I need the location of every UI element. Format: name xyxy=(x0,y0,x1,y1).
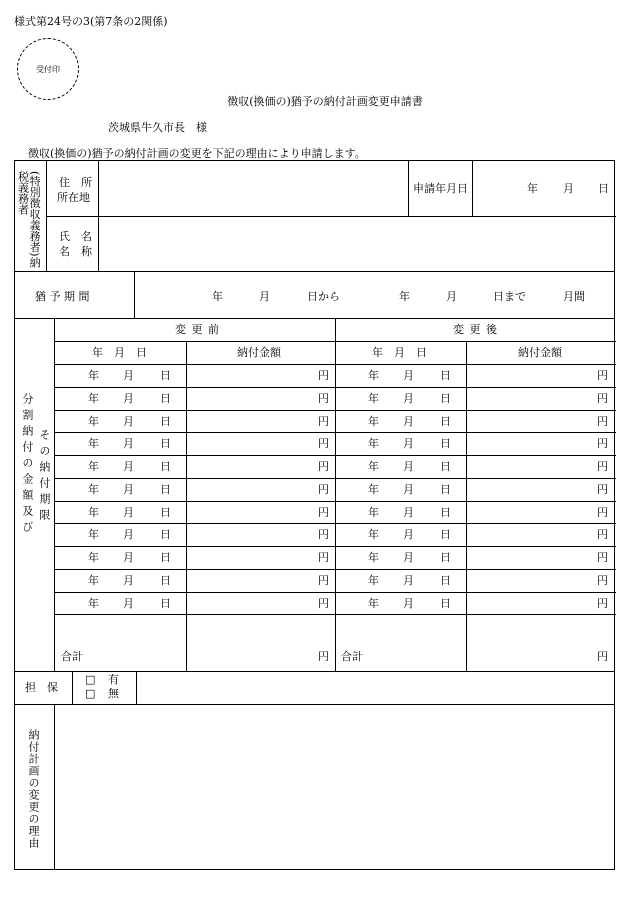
collateral-no-label: 無 xyxy=(108,687,119,700)
after-date-month[interactable]: 月 xyxy=(403,391,414,405)
before-date-year[interactable]: 年 xyxy=(88,573,99,587)
after-label: 変 更 後 xyxy=(453,323,498,336)
before-date-year[interactable]: 年 xyxy=(88,369,99,382)
before-amount-yen[interactable]: 円 xyxy=(318,369,329,382)
date-day: 日 xyxy=(598,182,609,195)
after-date-year[interactable]: 年 xyxy=(368,414,379,428)
before-date-month[interactable]: 月 xyxy=(123,482,134,496)
before-amount-yen[interactable]: 円 xyxy=(318,528,329,542)
after-date-year[interactable]: 年 xyxy=(368,482,379,496)
after-amount-yen[interactable]: 円 xyxy=(597,551,608,564)
after-date-year[interactable]: 年 xyxy=(368,437,379,451)
before-amount-yen[interactable]: 円 xyxy=(318,596,329,610)
after-date-day[interactable]: 日 xyxy=(440,573,451,587)
before-date-year[interactable]: 年 xyxy=(88,460,99,473)
after-total-yen[interactable]: 円 xyxy=(597,650,608,663)
after-date-year[interactable]: 年 xyxy=(368,505,379,519)
after-date-year[interactable]: 年 xyxy=(368,551,379,564)
divider xyxy=(54,341,616,342)
row-divider xyxy=(54,592,616,593)
section-divider xyxy=(15,271,615,272)
period-until-month: 月 xyxy=(446,290,457,303)
name-label-1: 氏 名 xyxy=(59,230,92,243)
before-date-year[interactable]: 年 xyxy=(88,437,99,451)
before-date-day[interactable]: 日 xyxy=(160,482,171,496)
after-amount-yen[interactable]: 円 xyxy=(597,596,608,610)
reception-stamp xyxy=(17,38,79,100)
before-date-month[interactable]: 月 xyxy=(123,551,134,564)
name-label-2: 名 称 xyxy=(59,245,92,258)
before-amount-yen[interactable]: 円 xyxy=(318,414,329,428)
before-amount-yen[interactable]: 円 xyxy=(318,551,329,564)
before-date-year[interactable]: 年 xyxy=(88,551,99,564)
address-field[interactable] xyxy=(105,196,405,208)
after-amount-yen[interactable]: 円 xyxy=(597,437,608,451)
section-divider xyxy=(15,704,615,705)
collateral-no-checkbox[interactable]: □ xyxy=(85,687,96,700)
after-amount-header: 納付金額 xyxy=(518,346,562,359)
divider xyxy=(186,341,187,671)
period-from-year: 年 xyxy=(212,290,223,303)
period-until-year: 年 xyxy=(399,290,410,303)
address-label-2: 所在地 xyxy=(57,191,90,204)
applicant-group-label: (特別徴収義務者)納税義務者 xyxy=(16,171,42,268)
after-date-month[interactable]: 月 xyxy=(403,482,414,496)
after-amount-yen[interactable]: 円 xyxy=(597,528,608,542)
row-divider xyxy=(54,501,616,502)
after-amount-yen[interactable]: 円 xyxy=(597,460,608,473)
after-date-month[interactable]: 月 xyxy=(403,460,414,473)
after-date-month[interactable]: 月 xyxy=(403,528,414,542)
after-date-month[interactable]: 月 xyxy=(403,505,414,519)
after-date-day[interactable]: 日 xyxy=(440,551,451,564)
after-date-year[interactable]: 年 xyxy=(368,528,379,542)
section-divider xyxy=(15,318,615,319)
intro-text: 徴収(換価の)猶予の納付計画の変更を下記の理由により申請します。 xyxy=(28,147,366,160)
row-divider xyxy=(54,432,616,433)
divider xyxy=(54,364,616,365)
before-total-yen[interactable]: 円 xyxy=(318,650,329,663)
document-title: 徴収(換価の)猶予の納付計画変更申請書 xyxy=(227,95,423,108)
divider xyxy=(54,318,55,671)
before-amount-yen[interactable]: 円 xyxy=(318,460,329,473)
form-number: 様式第24号の3(第7条の2関係) xyxy=(14,15,168,28)
row-divider xyxy=(54,614,616,615)
before-date-month[interactable]: 月 xyxy=(123,573,134,587)
application-date-label: 申請年月日 xyxy=(413,182,468,195)
before-amount-yen[interactable]: 円 xyxy=(318,573,329,587)
before-date-month[interactable]: 月 xyxy=(123,596,134,610)
date-year: 年 xyxy=(527,182,538,195)
after-date-month[interactable]: 月 xyxy=(403,596,414,610)
before-date-day[interactable]: 日 xyxy=(160,551,171,564)
before-date-year[interactable]: 年 xyxy=(88,391,99,405)
before-date-day[interactable]: 日 xyxy=(160,596,171,610)
before-amount-yen[interactable]: 円 xyxy=(318,391,329,405)
before-amount-yen[interactable]: 円 xyxy=(318,482,329,496)
after-amount-yen[interactable]: 円 xyxy=(597,414,608,428)
after-date-year[interactable]: 年 xyxy=(368,391,379,405)
after-date-month[interactable]: 月 xyxy=(403,414,414,428)
before-date-day[interactable]: 日 xyxy=(160,528,171,542)
address-label-1: 住 所 xyxy=(59,176,92,189)
stamp-label: 受付印 xyxy=(36,64,60,74)
reason-label: 納付計画の変更の理由 xyxy=(27,729,40,849)
before-label: 変 更 前 xyxy=(175,323,220,336)
period-months: 月間 xyxy=(563,290,585,303)
before-date-day[interactable]: 日 xyxy=(160,391,171,405)
after-date-year[interactable]: 年 xyxy=(368,573,379,587)
period-label: 猶 予 期 間 xyxy=(35,290,90,303)
before-date-month[interactable]: 月 xyxy=(123,528,134,542)
before-date-day[interactable]: 日 xyxy=(160,573,171,587)
installment-side-label-2: その納付期限 xyxy=(37,429,51,525)
before-date-header: 年 月 日 xyxy=(92,346,147,359)
divider xyxy=(136,671,137,704)
after-date-day[interactable]: 日 xyxy=(440,596,451,610)
after-date-year[interactable]: 年 xyxy=(368,596,379,610)
before-amount-yen[interactable]: 円 xyxy=(318,437,329,451)
after-date-month[interactable]: 月 xyxy=(403,573,414,587)
divider xyxy=(472,161,473,216)
divider xyxy=(408,161,409,216)
after-date-day[interactable]: 日 xyxy=(440,391,451,405)
after-date-month[interactable]: 月 xyxy=(403,551,414,564)
before-date-month[interactable]: 月 xyxy=(123,505,134,519)
after-date-day[interactable]: 日 xyxy=(440,505,451,519)
after-amount-yen[interactable]: 円 xyxy=(597,505,608,519)
addressee: 茨城県牛久市長 様 xyxy=(108,121,207,134)
divider xyxy=(72,671,73,704)
before-date-year[interactable]: 年 xyxy=(88,482,99,496)
row-divider xyxy=(54,387,616,388)
installment-side-label-1: 分割納付の金額及び xyxy=(20,393,34,537)
divider xyxy=(134,271,135,318)
before-after-divider xyxy=(335,318,336,671)
before-date-month[interactable]: 月 xyxy=(123,460,134,473)
before-date-day[interactable]: 日 xyxy=(160,414,171,428)
period-from: 日から xyxy=(307,290,340,303)
after-total-label: 合計 xyxy=(341,650,363,663)
period-from-month: 月 xyxy=(259,290,270,303)
before-amount-header: 納付金額 xyxy=(237,346,281,359)
after-date-header: 年 月 日 xyxy=(372,346,427,359)
collateral-yes-checkbox[interactable]: □ xyxy=(85,673,96,686)
divider xyxy=(46,216,616,217)
before-date-month[interactable]: 月 xyxy=(123,414,134,428)
row-divider xyxy=(54,569,616,570)
before-total-label: 合計 xyxy=(61,650,83,663)
section-divider xyxy=(15,671,615,672)
before-date-month[interactable]: 月 xyxy=(123,369,134,382)
before-date-year[interactable]: 年 xyxy=(88,414,99,428)
after-date-year[interactable]: 年 xyxy=(368,369,379,382)
after-amount-yen[interactable]: 円 xyxy=(597,482,608,496)
after-date-year[interactable]: 年 xyxy=(368,460,379,473)
name-field[interactable] xyxy=(105,239,605,251)
after-date-day[interactable]: 日 xyxy=(440,528,451,542)
divider xyxy=(54,704,55,869)
after-date-day[interactable]: 日 xyxy=(440,460,451,473)
before-date-day[interactable]: 日 xyxy=(160,369,171,382)
after-date-day[interactable]: 日 xyxy=(440,437,451,451)
collateral-detail-field[interactable] xyxy=(145,676,605,696)
row-divider xyxy=(54,523,616,524)
before-date-day[interactable]: 日 xyxy=(160,460,171,473)
before-date-year[interactable]: 年 xyxy=(88,596,99,610)
row-divider xyxy=(54,546,616,547)
collateral-label: 担 保 xyxy=(25,681,58,694)
before-date-year[interactable]: 年 xyxy=(88,528,99,542)
after-date-day[interactable]: 日 xyxy=(440,414,451,428)
after-amount-yen[interactable]: 円 xyxy=(597,391,608,405)
after-date-month[interactable]: 月 xyxy=(403,437,414,451)
row-divider xyxy=(54,478,616,479)
collateral-yes-label: 有 xyxy=(108,673,119,686)
row-divider xyxy=(54,410,616,411)
after-date-day[interactable]: 日 xyxy=(440,482,451,496)
before-date-day[interactable]: 日 xyxy=(160,437,171,451)
row-divider xyxy=(54,455,616,456)
divider xyxy=(466,341,467,671)
period-until: 日まで xyxy=(493,290,526,303)
before-amount-yen[interactable]: 円 xyxy=(318,505,329,519)
before-date-day[interactable]: 日 xyxy=(160,505,171,519)
reason-field[interactable] xyxy=(61,716,606,861)
before-date-month[interactable]: 月 xyxy=(123,437,134,451)
before-date-month[interactable]: 月 xyxy=(123,391,134,405)
before-date-year[interactable]: 年 xyxy=(88,505,99,519)
after-date-day[interactable]: 日 xyxy=(440,369,451,382)
application-form-table xyxy=(14,160,615,870)
after-date-month[interactable]: 月 xyxy=(403,369,414,382)
date-month: 月 xyxy=(563,182,574,195)
after-amount-yen[interactable]: 円 xyxy=(597,369,608,382)
after-amount-yen[interactable]: 円 xyxy=(597,573,608,587)
